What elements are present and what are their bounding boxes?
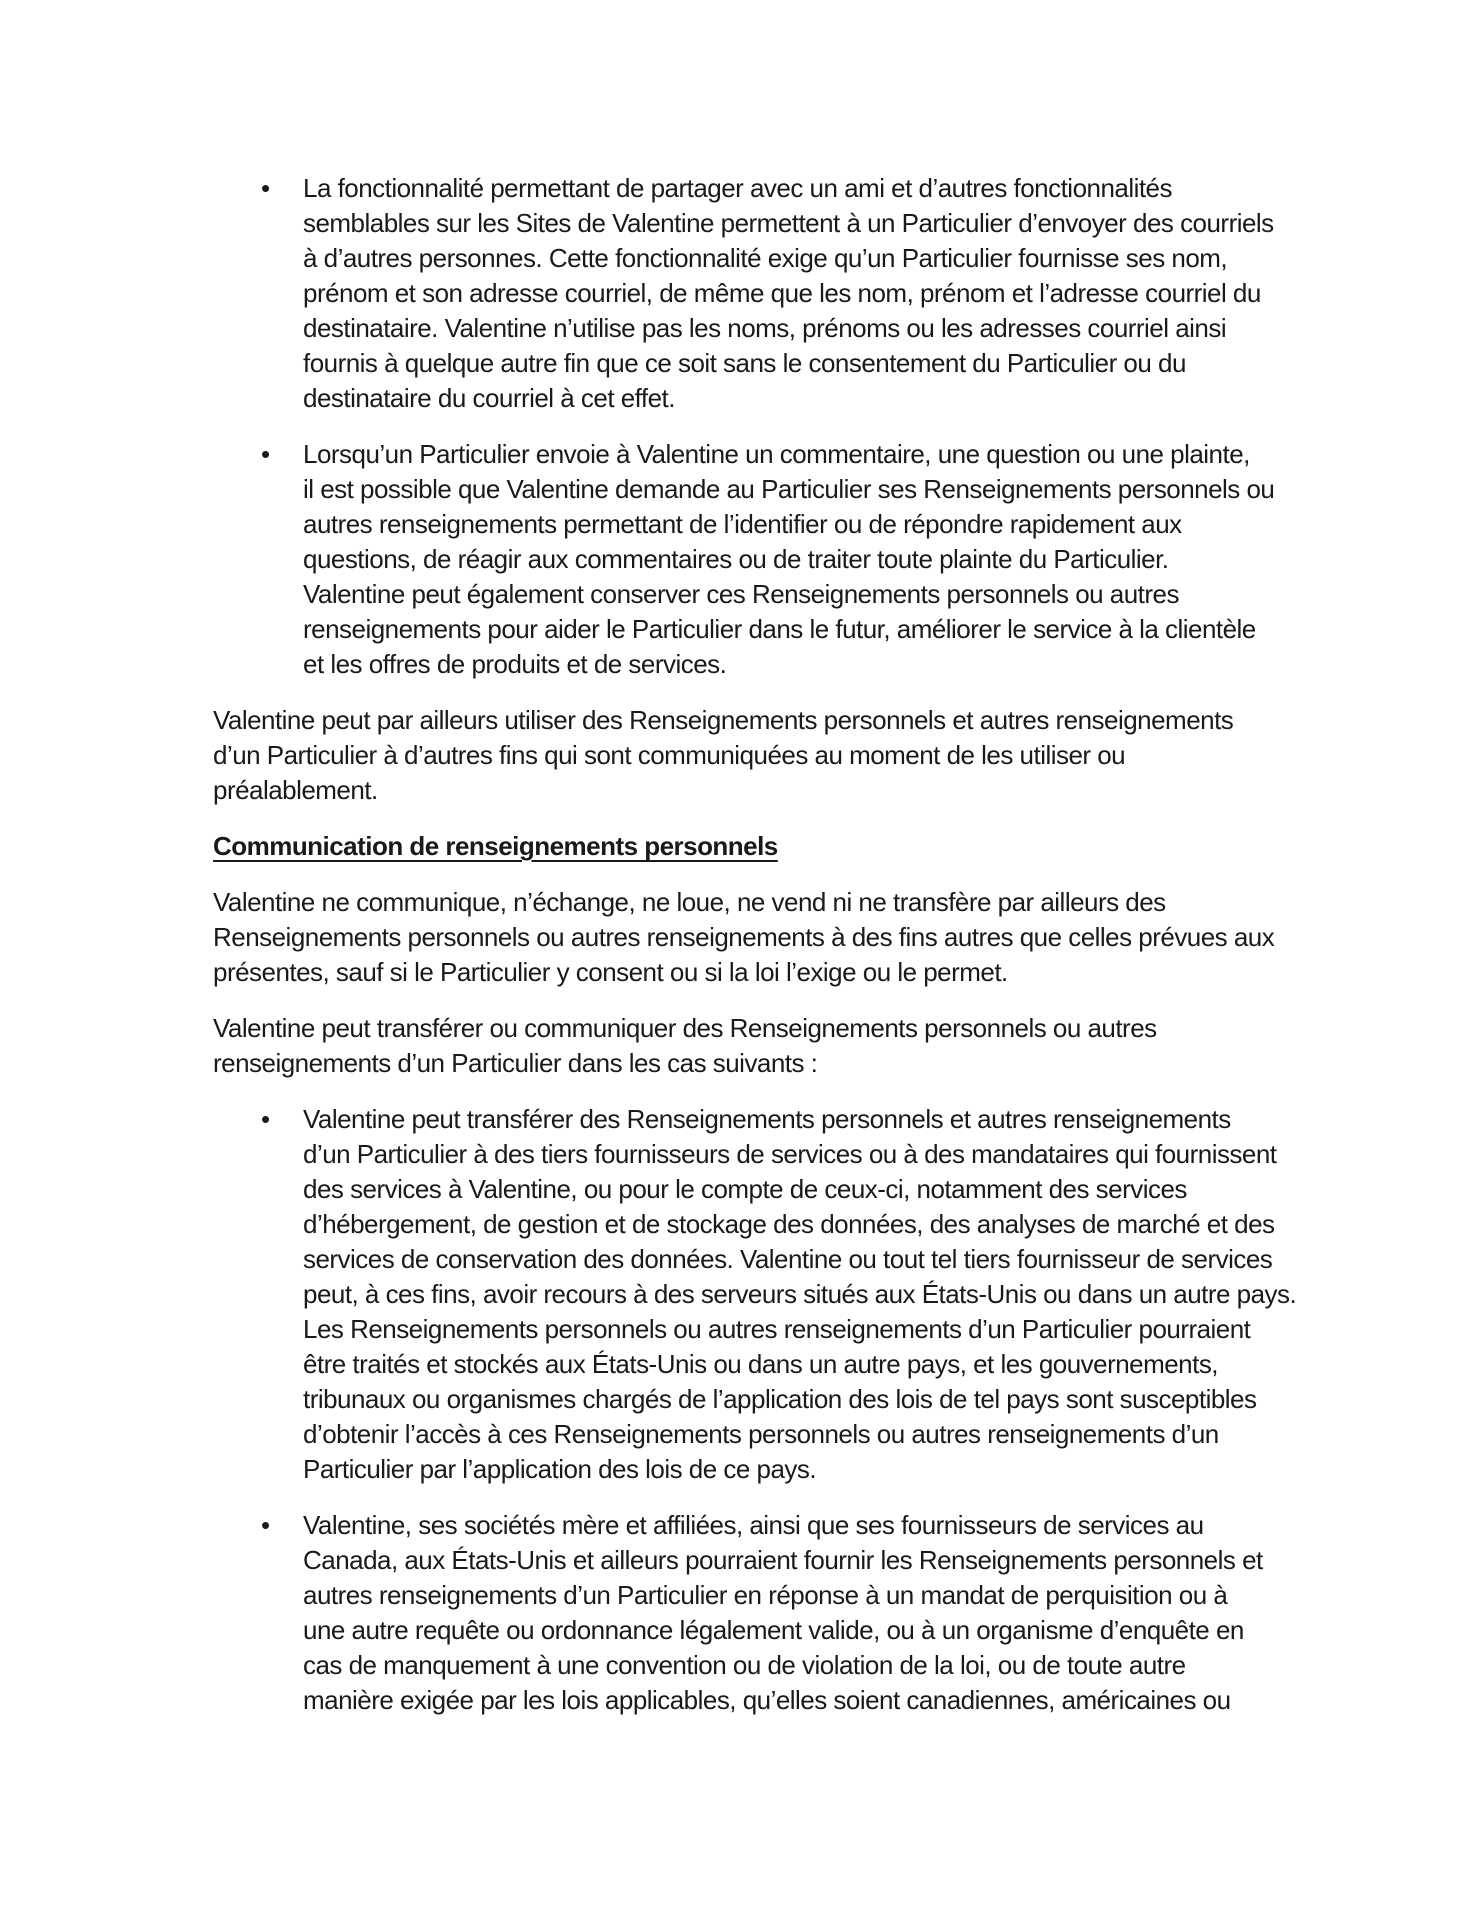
text-line: renseignements pour aider le Particulier dans le futur, améliorer le service à la clientèle — [303, 614, 1256, 644]
text-line: destinataire. Valentine n’utilise pas les noms, prénoms ou les adresses courriel ainsi — [303, 313, 1227, 343]
text-line: présentes, sauf si le Particulier y consent ou si la loi l’exige ou le permet. — [213, 957, 1008, 987]
text-line: peut, à ces fins, avoir recours à des serveurs situés aux États-Unis ou dans un autre pays. — [303, 1279, 1297, 1309]
text-line: Valentine peut transférer ou communiquer des Renseignements personnels ou autres — [213, 1013, 1157, 1043]
text-line: préalablement. — [213, 775, 378, 805]
bullet-item-legal-requests — [213, 1508, 1424, 1718]
text-line: Renseignements personnels ou autres renseignements à des fins autres que celles prévues aux — [213, 922, 1275, 952]
bullet-icon: • — [261, 439, 270, 469]
text-line: fournis à quelque autre fin que ce soit sans le consentement du Particulier ou du — [303, 348, 1186, 378]
bullet-icon: • — [261, 1510, 270, 1540]
bullet-item-text — [303, 1102, 1424, 1487]
text-line: Valentine ne communique, n’échange, ne loue, ne vend ni ne transfère par ailleurs des — [213, 887, 1166, 917]
bullet-item-share-feature — [213, 171, 1424, 416]
text-line: d’un Particulier à d’autres fins qui sont communiquées au moment de les utiliser ou — [213, 740, 1126, 770]
text-line: questions, de réagir aux commentaires ou de traiter toute plainte du Particulier. — [303, 544, 1169, 574]
bullet-item-text — [303, 1508, 1424, 1718]
text-line: La fonctionnalité permettant de partager avec un ami et d’autres fonctionnalités — [303, 173, 1172, 203]
text-line: d’obtenir l’accès à ces Renseignements personnels ou autres renseignements d’un — [303, 1419, 1219, 1449]
text-line: renseignements d’un Particulier dans les cas suivants : — [213, 1048, 818, 1078]
bullet-item-text — [303, 171, 1424, 416]
text-line: Valentine peut également conserver ces Renseignements personnels ou autres — [303, 579, 1179, 609]
text-line: autres renseignements d’un Particulier en réponse à un mandat de perquisition ou à — [303, 1580, 1228, 1610]
text-line: cas de manquement à une convention ou de violation de la loi, ou de toute autre — [303, 1650, 1186, 1680]
text-line: semblables sur les Sites de Valentine permettent à un Particulier d’envoyer des courriels — [303, 208, 1274, 238]
text-line: autres renseignements permettant de l’identifier ou de répondre rapidement aux — [303, 509, 1182, 539]
section-heading-communication — [213, 829, 1424, 864]
bullet-item-third-party-providers — [213, 1102, 1424, 1487]
text-line: Valentine peut par ailleurs utiliser des Renseignements personnels et autres renseignements — [213, 705, 1234, 735]
text-line: à d’autres personnes. Cette fonctionnalité exige qu’un Particulier fournisse ses nom, — [303, 243, 1228, 273]
paragraph-text — [213, 703, 1424, 808]
text-line: prénom et son adresse courriel, de même que les nom, prénom et l’adresse courriel du — [303, 278, 1261, 308]
text-line: Canada, aux États-Unis et ailleurs pourraient fournir les Renseignements personnels et — [303, 1545, 1263, 1575]
bullet-icon: • — [261, 1104, 270, 1134]
paragraph-transfer-cases-intro — [213, 1011, 1424, 1081]
bullet-icon: • — [261, 173, 270, 203]
text-line: Valentine, ses sociétés mère et affiliées, ainsi que ses fournisseurs de services au — [303, 1510, 1204, 1540]
text-line: Particulier par l’application des lois de ce pays. — [303, 1454, 817, 1484]
text-line: Valentine peut transférer des Renseignements personnels et autres renseignements — [303, 1104, 1231, 1134]
document-body — [213, 171, 1424, 1739]
text-line: destinataire du courriel à cet effet. — [303, 383, 675, 413]
paragraph-other-purposes — [213, 703, 1424, 808]
paragraph-text — [213, 1011, 1424, 1081]
text-line: d’un Particulier à des tiers fournisseurs de services ou à des mandataires qui fournissent — [303, 1139, 1277, 1169]
text-line: être traités et stockés aux États-Unis ou dans un autre pays, et les gouvernements, — [303, 1349, 1219, 1379]
text-line: Les Renseignements personnels ou autres renseignements d’un Particulier pourraient — [303, 1314, 1251, 1344]
text-line: il est possible que Valentine demande au Particulier ses Renseignements personnels ou — [303, 474, 1275, 504]
bullet-item-text — [303, 437, 1424, 682]
text-line: tribunaux ou organismes chargés de l’application des lois de tel pays sont susceptibles — [303, 1384, 1257, 1414]
text-line: services de conservation des données. Valentine ou tout tel tiers fournisseur de services — [303, 1244, 1273, 1274]
text-line: Lorsqu’un Particulier envoie à Valentine un commentaire, une question ou une plainte, — [303, 439, 1250, 469]
paragraph-text — [213, 885, 1424, 990]
text-line: des services à Valentine, ou pour le compte de ceux-ci, notamment des services — [303, 1174, 1187, 1204]
text-line: manière exigée par les lois applicables, qu’elles soient canadiennes, américaines ou — [303, 1685, 1231, 1715]
text-line: et les offres de produits et de services. — [303, 649, 727, 679]
text-line: une autre requête ou ordonnance légalement valide, ou à un organisme d’enquête en — [303, 1615, 1244, 1645]
text-line: d’hébergement, de gestion et de stockage des données, des analyses de marché et des — [303, 1209, 1275, 1239]
bullet-item-feedback — [213, 437, 1424, 682]
paragraph-no-sharing — [213, 885, 1424, 990]
section-heading-text: Communication de renseignements personnels — [213, 831, 778, 861]
